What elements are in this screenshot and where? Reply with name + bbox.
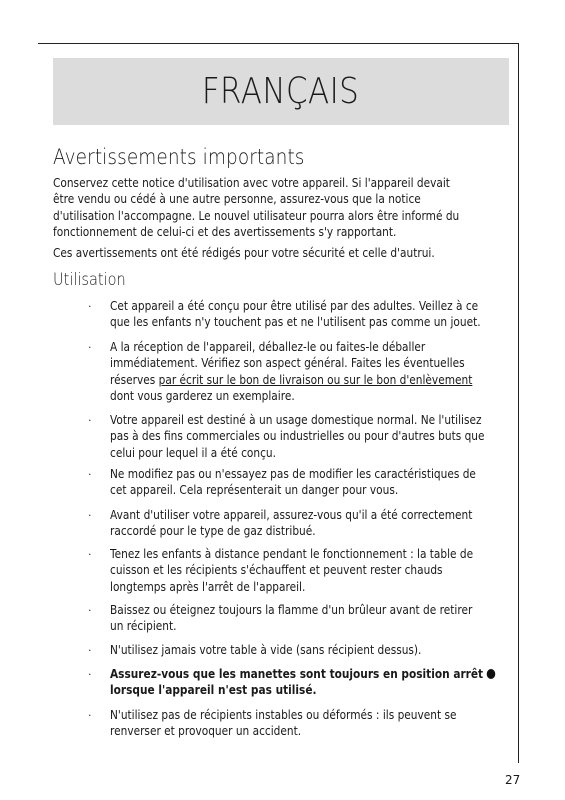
bullet: ·	[88, 644, 92, 657]
bullet: ·	[88, 468, 92, 481]
subsection-title: Utilisation	[53, 270, 126, 289]
side-rule	[518, 43, 519, 763]
item-line: longtemps après l'arrêt de l'appareil.	[110, 579, 306, 594]
item-line: dont vous garderez un exemplaire.	[110, 388, 295, 403]
item-line: raccordé pour le type de gaz distribué.	[110, 524, 316, 539]
item-line	[110, 372, 512, 388]
intro2-line: Ces avertissements ont été rédigés pour votre sécurité et celle d'autrui.	[53, 246, 435, 260]
intro-line: être vendu ou cédé à une autre personne, assurez-vous que la notice	[53, 192, 421, 207]
item-line: lorsque l'appareil n'est pas utilisé.	[110, 683, 317, 698]
page-number: 27	[505, 773, 521, 787]
bullet: ·	[88, 300, 92, 313]
item-line-text: Assurez-vous que les manettes sont toujours en position arrêt	[110, 667, 484, 681]
item-line	[110, 666, 512, 682]
underlined-text: par écrit sur le bon de livraison ou sur le bon d'enlèvement	[158, 372, 473, 387]
item-text	[110, 466, 512, 499]
language-banner	[53, 58, 509, 125]
item-text	[110, 339, 512, 404]
section-title: Avertissements importants	[53, 145, 305, 170]
item-line: Ne modifiez pas ou n'essayez pas de modifier les caractéristiques de	[110, 467, 476, 481]
item-text	[110, 298, 512, 331]
item-line-start: réserves	[110, 372, 159, 387]
bullet: ·	[88, 414, 92, 427]
item-line: cet appareil. Cela représenterait un danger pour vous.	[110, 483, 399, 498]
item-text	[110, 507, 512, 540]
item-line: Baissez ou éteignez toujours la flamme d'un brûleur avant de retirer	[110, 603, 473, 617]
bullet: ·	[88, 548, 92, 561]
item-line: que les enfants n'y touchent pas et ne l'utilisent pas comme un jouet.	[110, 315, 481, 330]
item-line: Tenez les enfants à distance pendant le fonctionnement : la table de	[110, 547, 474, 561]
language-title: FRANÇAIS	[202, 71, 360, 112]
item-text	[110, 602, 512, 635]
intro-line: Conservez cette notice d'utilisation avec votre appareil. Si l'appareil devait	[53, 176, 450, 190]
item-line: cuisson et les récipients s'échauffent et peuvent rester chauds	[110, 563, 443, 578]
item-line: Cet appareil a été conçu pour être utilisé par des adultes. Veillez à ce	[110, 299, 479, 313]
item-line: un récipient.	[110, 619, 177, 634]
item-line: N'utilisez pas de récipients instables ou déformés : ils peuvent se	[110, 708, 457, 722]
item-line: A la réception de l'appareil, déballez-le ou faites-le déballer	[110, 340, 426, 354]
intro-line: d'utilisation l'accompagne. Le nouvel utilisateur pourra alors être informé du	[53, 208, 460, 223]
item-line: immédiatement. Vérifiez son aspect général. Faites les éventuelles	[110, 356, 465, 371]
item-line: Votre appareil est destiné à un usage domestique normal. Ne l'utilisez	[110, 413, 482, 427]
bullet: ·	[88, 341, 92, 354]
item-line: pas à des fins commerciales ou industrielles ou pour d'autres buts que	[110, 429, 485, 444]
bullet: ·	[88, 668, 92, 681]
intro-paragraph-2	[53, 245, 509, 261]
bullet: ·	[88, 604, 92, 617]
item-line: celui pour lequel il a été conçu.	[110, 445, 276, 460]
intro-line: fonctionnement de celui-ci et des avertissements s'y rapportant.	[53, 225, 397, 240]
bullet: ·	[88, 509, 92, 522]
item-text	[110, 642, 512, 658]
item-text	[110, 666, 512, 699]
top-rule	[38, 43, 518, 44]
item-text	[110, 546, 512, 595]
item-line: N'utilisez jamais votre table à vide (sans récipient dessus).	[110, 643, 422, 657]
item-text	[110, 412, 512, 461]
item-text	[110, 707, 512, 740]
off-position-dot-icon	[487, 669, 496, 679]
item-line: Avant d'utiliser votre appareil, assurez-vous qu'il a été correctement	[110, 508, 473, 522]
item-line: renverser et provoquer un accident.	[110, 724, 302, 739]
bullet: ·	[88, 709, 92, 722]
intro-paragraph	[53, 175, 509, 241]
